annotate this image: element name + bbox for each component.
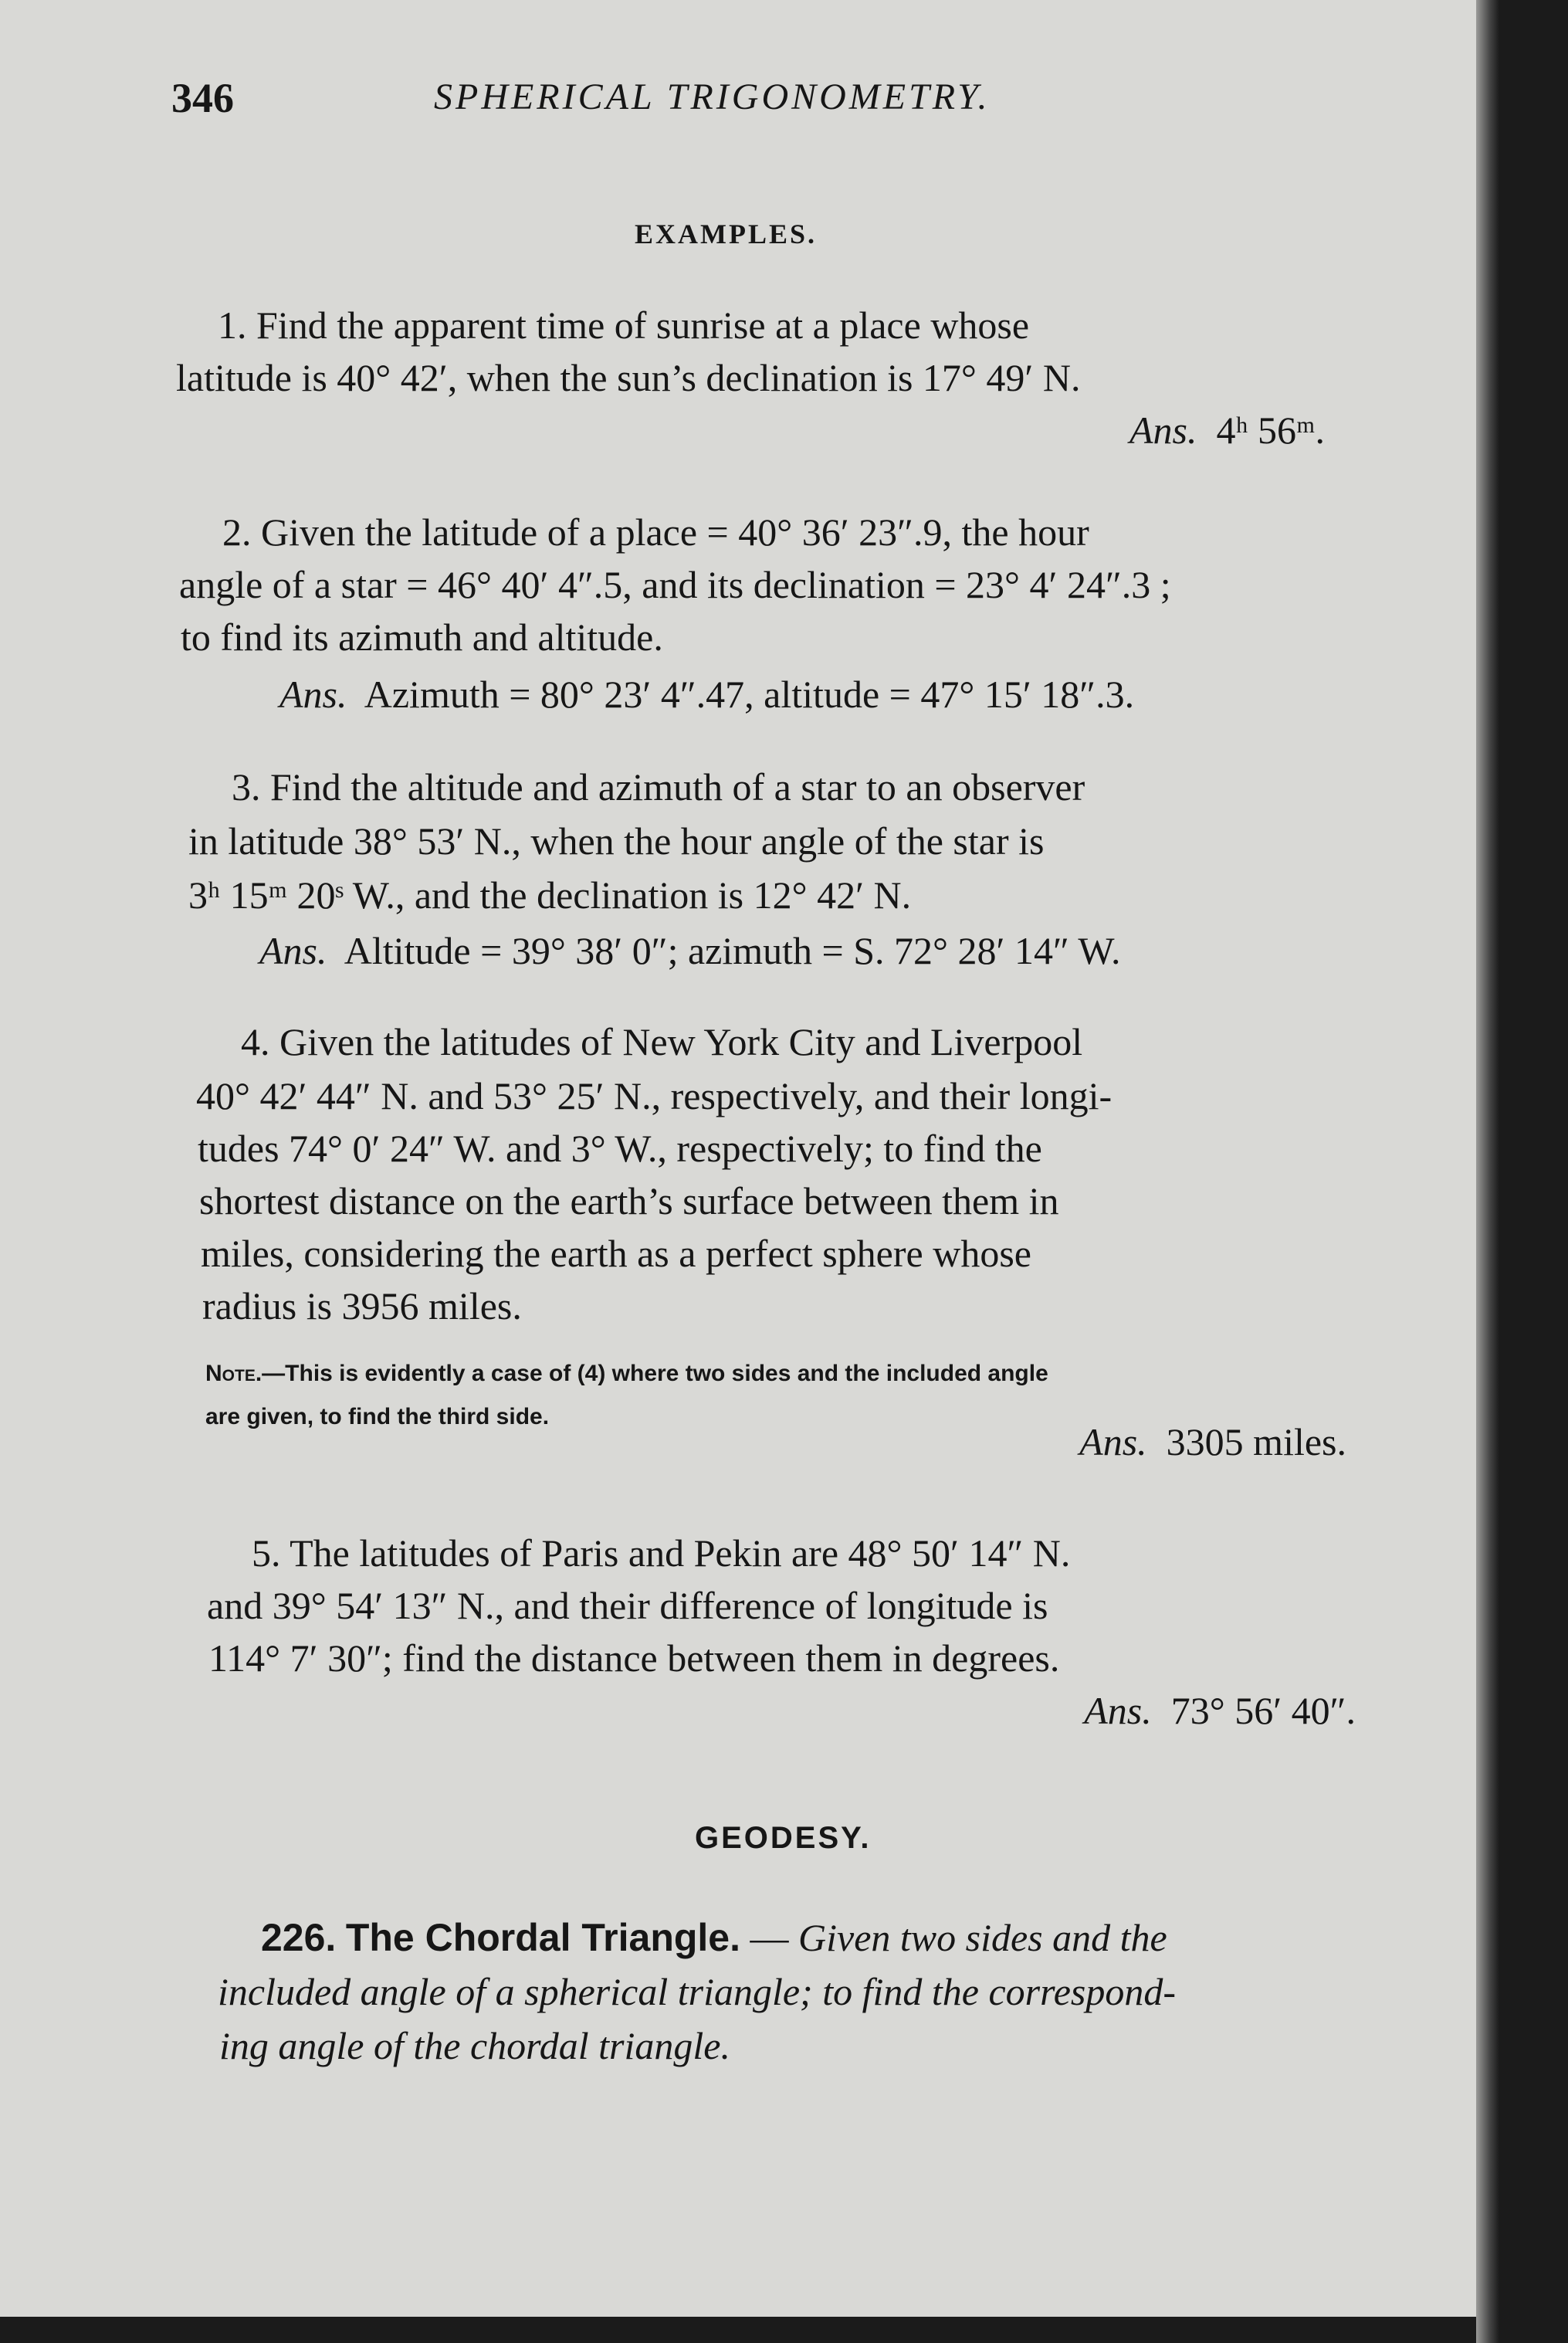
example-2-line-2: angle of a star = 46° 40′ 4″.5, and its declination = 23° 4′ 24″.3 ; — [179, 563, 1171, 606]
section-number: 226. — [261, 1916, 337, 1959]
example-4-line-4: shortest distance on the earth’s surface between them in — [199, 1179, 1059, 1222]
answer-value: Altitude = 39° 38′ 0″; azimuth = S. 72° 28′ 14″ W. — [344, 929, 1121, 972]
section-dash: — — [750, 1916, 789, 1959]
example-3-line-2: in latitude 38° 53′ N., when the hour angle of the star is — [188, 819, 1045, 863]
example-3-answer — [259, 928, 1121, 973]
answer-value: 73° 56′ 40″. — [1170, 1689, 1356, 1732]
section-line-2: included angle of a spherical triangle; to find the correspond- — [218, 1970, 1177, 2013]
example-1-line-2: latitude is 40° 42′, when the sun’s declination is 17° 49′ N. — [176, 356, 1081, 399]
example-4-line-5: miles, considering the earth as a perfect sphere whose — [201, 1232, 1031, 1275]
section-line-3: ing angle of the chordal triangle. — [219, 2024, 730, 2067]
book-spine-shadow — [1476, 0, 1499, 2343]
answer-value: 4ʰ 56ᵐ. — [1216, 409, 1325, 452]
answer-value: Azimuth = 80° 23′ 4″.47, altitude = 47° 15′ 18″.3. — [364, 673, 1135, 716]
example-5-line-3: 114° 7′ 30″; find the distance between them in degrees. — [208, 1636, 1060, 1680]
note-text: —This is evidently a case of (4) where two sides and the included angle — [262, 1361, 1048, 1386]
answer-value: 3305 miles. — [1166, 1420, 1346, 1463]
note-label: Note. — [205, 1361, 262, 1386]
example-4-line-1: 4. Given the latitudes of New York City and Liverpool — [241, 1020, 1083, 1063]
example-4-note-line-1 — [205, 1361, 1048, 1387]
example-4-line-6: radius is 3956 miles. — [202, 1284, 522, 1327]
example-2-line-1: 2. Given the latitude of a place = 40° 36′ 23″.9, the hour — [222, 510, 1089, 554]
example-5-answer — [1084, 1688, 1356, 1733]
answer-label: Ans. — [1129, 409, 1197, 452]
answer-label: Ans. — [259, 929, 327, 972]
example-5-line-2: and 39° 54′ 13″ N., and their difference of longitude is — [207, 1584, 1048, 1627]
section-title: The Chordal Triangle. — [345, 1916, 741, 1959]
example-4-line-3: tudes 74° 0′ 24″ W. and 3° W., respectively; to find the — [198, 1127, 1042, 1170]
example-2-answer — [279, 672, 1134, 717]
section-line-1 — [261, 1915, 1167, 1960]
example-3-line-1: 3. Find the altitude and azimuth of a star to an observer — [232, 765, 1085, 809]
answer-label: Ans. — [1084, 1689, 1152, 1732]
example-5-line-1: 5. The latitudes of Paris and Pekin are 48° 50′ 14″ N. — [252, 1531, 1071, 1575]
section-statement-start: Given two sides and the — [798, 1916, 1167, 1959]
example-2-line-3: to find its azimuth and altitude. — [181, 615, 663, 659]
answer-label: Ans. — [279, 673, 347, 716]
running-title: SPHERICAL TRIGONOMETRY. — [434, 76, 991, 117]
examples-heading: EXAMPLES. — [635, 219, 818, 249]
page-number: 346 — [171, 75, 234, 121]
example-4-line-2: 40° 42′ 44″ N. and 53° 25′ N., respectively, and their longi- — [196, 1074, 1113, 1117]
example-4-note-line-2: are given, to find the third side. — [205, 1404, 550, 1429]
answer-label: Ans. — [1079, 1420, 1147, 1463]
example-1-answer — [1129, 408, 1325, 453]
geodesy-heading: GEODESY. — [695, 1821, 872, 1855]
example-4-answer — [1079, 1419, 1346, 1464]
example-3-line-3: 3ʰ 15ᵐ 20ˢ W., and the declination is 12° 42′ N. — [188, 873, 912, 917]
example-1-line-1: 1. Find the apparent time of sunrise at a place whose — [218, 303, 1030, 347]
